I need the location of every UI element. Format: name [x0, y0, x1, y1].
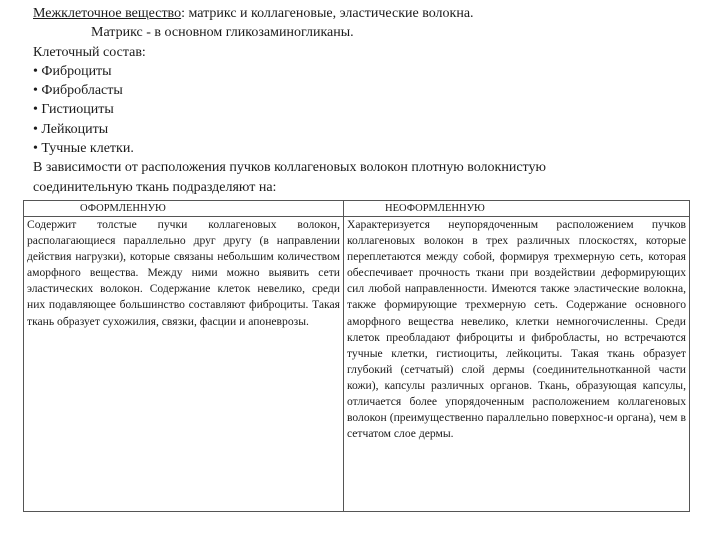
classification-line-1: В зависимости от расположения пучков коллагеновых волокон плотную волокнистую	[33, 160, 546, 176]
header-formed: ОФОРМЛЕННУЮ	[24, 201, 344, 217]
heading-rest: : матрикс и коллагеновые, эластические волокна.	[181, 6, 474, 21]
cell-composition-title: Клеточный состав:	[33, 44, 146, 60]
matrix-line: Матрикс - в основном гликозаминогликаны.	[91, 25, 354, 41]
cell-list-item: • Тучные клетки.	[33, 141, 134, 157]
cell-list-item: • Гистиоциты	[33, 102, 114, 118]
cell-list-item: • Фиброциты	[33, 63, 112, 79]
formed-description: Содержит толстые пучки коллагеновых волокон, располагающиеся параллельно друг другу (в направлении действия нагрузки), которые связаны небольшим количеством аморфного вещества. Между ними можно выявить сети эластических волокон. Содержание клеток невелико, среди них подавляющее большинство составляют фиброциты. Такая ткань образует сухожилия, связки, фасции и апоневрозы.	[24, 217, 344, 512]
cell-list-item: • Лейкоциты	[33, 121, 109, 137]
intercellular-substance-line	[33, 4, 693, 23]
heading-term: Межклеточное вещество	[33, 6, 182, 21]
intro-section	[33, 4, 693, 197]
header-unformed: НЕОФОРМЛЕННУЮ	[344, 201, 690, 217]
cell-list-item: • Фибробласты	[33, 83, 123, 99]
unformed-description: Характеризуется неупорядоченным расположением пучков коллагеновых волокон в трех различных плоскостях, которые переплетаются между собой, формируя трехмерную сеть, которая обеспечивает прочность ткани при воздействии деформирующих сил любой направленности. Имеются также эластические волокна, также формирующие трехмерную сеть. Содержание основного аморфного вещества невелико, клетки немногочисленны. Среди клеток преобладают фиброциты и фибробласты, но встречаются тучные клетки, гистиоциты, лейкоциты. Такая ткань образует глубокий (сетчатый) слой дермы (соединительнотканной части кожи), капсулы различных органов. Ткань, образующая капсулы, отличается более упорядоченным расположением коллагеновых волокон (преимущественно параллельно поверхнос-и органа), чем в сетчатом слое дермы.	[344, 217, 690, 512]
classification-line-2: соединительную ткань подразделяют на:	[33, 179, 277, 195]
tissue-comparison-table	[23, 200, 690, 512]
